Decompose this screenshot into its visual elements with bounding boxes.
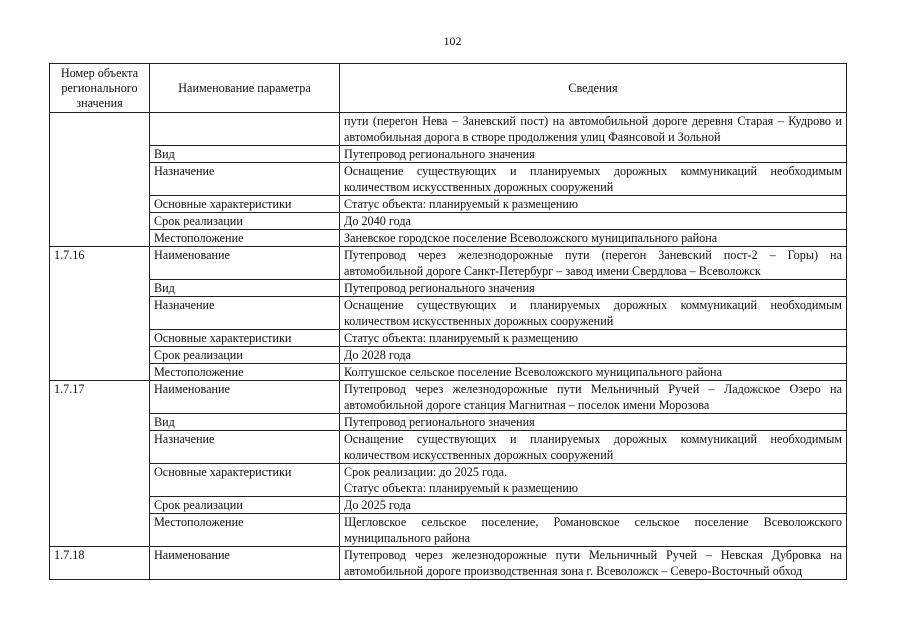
param-cell: Наименование [150, 547, 340, 580]
param-cell: Назначение [150, 297, 340, 330]
table-row [50, 381, 847, 414]
value-cell: До 2040 года [340, 213, 847, 230]
value-cell: Путепровод через железнодорожные пути (перегон Заневский пост-2 – Горы) на автомобильной дороге Санкт-Петербург – завод имени Свердлова – Всеволожск [340, 247, 847, 280]
value-cell: пути (перегон Нева – Заневский пост) на автомобильной дороге деревня Старая – Кудрово и автомобильная дорога в створе продолжения улиц Фаянсовой и Зольной [340, 113, 847, 146]
param-cell: Назначение [150, 431, 340, 464]
table-row [50, 280, 847, 297]
param-cell: Основные характеристики [150, 330, 340, 347]
value-cell: Щегловское сельское поселение, Романовское сельское поселение Всеволожского муниципального района [340, 514, 847, 547]
table-row [50, 514, 847, 547]
param-cell: Наименование [150, 381, 340, 414]
table-row [50, 330, 847, 347]
header-parameter-name: Наименование параметра [150, 64, 340, 113]
table-row [50, 547, 847, 580]
value-cell: До 2025 года [340, 497, 847, 514]
header-details: Сведения [340, 64, 847, 113]
table-row [50, 297, 847, 330]
value-cell: Статус объекта: планируемый к размещению [340, 330, 847, 347]
param-cell: Основные характеристики [150, 196, 340, 213]
value-cell: Путепровод регионального значения [340, 280, 847, 297]
header-object-number: Номер объекта регионального значения [50, 64, 150, 113]
table-row [50, 113, 847, 146]
value-cell: Оснащение существующих и планируемых дорожных коммуникаций необходимым количеством искусственных дорожных сооружений [340, 431, 847, 464]
object-number-cell: 1.7.16 [50, 247, 150, 381]
table-row [50, 431, 847, 464]
value-cell: Колтушское сельское поселение Всеволожского муниципального района [340, 364, 847, 381]
param-cell: Местоположение [150, 230, 340, 247]
table-header-row [50, 64, 847, 113]
value-cell: Статус объекта: планируемый к размещению [340, 196, 847, 213]
value-line: Статус объекта: планируемый к размещению [344, 481, 579, 495]
table-row [50, 213, 847, 230]
table-row [50, 230, 847, 247]
value-line: Срок реализации: до 2025 года. [344, 465, 508, 479]
value-cell [340, 464, 847, 497]
value-cell: Оснащение существующих и планируемых дорожных коммуникаций необходимым количеством искусственных дорожных сооружений [340, 163, 847, 196]
value-cell: Путепровод регионального значения [340, 146, 847, 163]
table-row [50, 347, 847, 364]
table-row [50, 196, 847, 213]
page-number: 102 [443, 34, 462, 48]
table-row [50, 464, 847, 497]
param-cell: Местоположение [150, 364, 340, 381]
param-cell [150, 113, 340, 146]
table-row [50, 146, 847, 163]
table-row [50, 414, 847, 431]
object-number-cell: 1.7.18 [50, 547, 150, 580]
param-cell: Вид [150, 414, 340, 431]
value-cell: Путепровод регионального значения [340, 414, 847, 431]
param-cell: Срок реализации [150, 347, 340, 364]
value-cell: До 2028 года [340, 347, 847, 364]
object-number-cell [50, 113, 150, 247]
param-cell: Вид [150, 146, 340, 163]
table-row [50, 163, 847, 196]
param-cell: Вид [150, 280, 340, 297]
value-cell: Оснащение существующих и планируемых дорожных коммуникаций необходимым количеством искусственных дорожных сооружений [340, 297, 847, 330]
value-cell: Заневское городское поселение Всеволожского муниципального района [340, 230, 847, 247]
param-cell: Наименование [150, 247, 340, 280]
table-row [50, 364, 847, 381]
object-number-cell: 1.7.17 [50, 381, 150, 547]
param-cell: Основные характеристики [150, 464, 340, 497]
table-row [50, 247, 847, 280]
param-cell: Срок реализации [150, 213, 340, 230]
table-row [50, 497, 847, 514]
regional-objects-table [49, 63, 847, 580]
param-cell: Местоположение [150, 514, 340, 547]
param-cell: Назначение [150, 163, 340, 196]
param-cell: Срок реализации [150, 497, 340, 514]
value-cell: Путепровод через железнодорожные пути Мельничный Ручей – Ладожское Озеро на автомобильной дороге станция Магнитная – поселок имени Морозова [340, 381, 847, 414]
value-cell: Путепровод через железнодорожные пути Мельничный Ручей – Невская Дубровка на автомобильной дороге производственная зона г. Всеволожск – Северо-Восточный обход [340, 547, 847, 580]
